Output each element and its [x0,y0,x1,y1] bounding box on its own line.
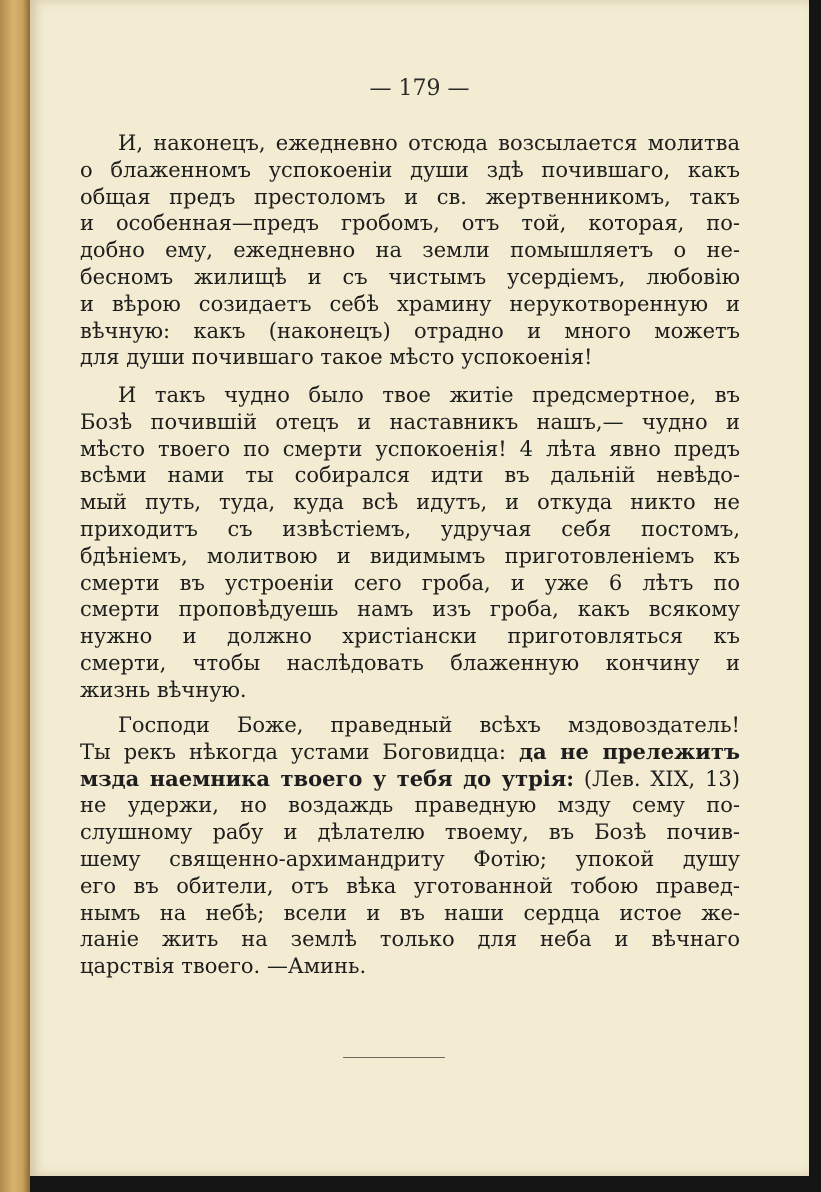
text-line: И, наконецъ, ежедневно отсюда возсылается молитва [118,131,740,155]
text-line: о блаженномъ успокоенiи души здѣ почившаго, какъ [80,157,740,182]
text-line: жизнь вѣчную. [80,677,247,702]
text-line: и вѣрою созидаетъ себѣ храмину нерукотворенную и [80,291,740,316]
paragraph-2 [80,382,740,704]
text-line: Бозѣ почившiй отецъ и наставникъ нашъ,— чудно и [80,409,740,434]
text-line: мѣсто твоего по смерти успокоенiя! 4 лѣта явно предъ [80,436,740,461]
text-line: шему священно-архимандриту Фотiю; упокой душу [80,846,740,871]
scripture-quote: да не прележитъ [518,738,740,764]
scripture-quote: мзда наемника твоего у тебя до утрiя: [80,765,575,791]
page-number: — 179 — [369,76,470,101]
end-rule [343,1057,445,1058]
text-line: И такъ чудно было твое житiе предсмертное, въ [118,383,740,407]
text-line: мый путь, туда, куда всѣ идутъ, и откуда никто не [80,490,740,515]
paragraph-3 [80,712,740,980]
scripture-reference: (Лев. XIX, 13) [574,766,740,791]
text-line: вѣчную: какъ (наконецъ) отрадно и много можетъ [80,318,740,343]
text-line: нужно и должно христiански приготовляться къ [80,624,740,649]
text-line: для души почившаго такое мѣсто успокоенiя! [80,345,593,370]
text-line: нымъ на небѣ; всели и въ наши сердца истое же- [80,900,740,925]
text-line: Господи Боже, праведный всѣхъ мздовоздатель! [118,713,740,737]
text-line: его въ обители, отъ вѣка уготованной тобою правед- [80,873,740,898]
text-line: не удержи, но воздаждь праведную мзду сему по- [80,793,740,818]
text-line: приходитъ съ извѣстiемъ, удручая себя постомъ, [80,516,740,541]
text-line: всѣми нами ты собирался идти въ дальнiй невѣдо- [80,463,740,488]
text-line: смерти, чтобы наслѣдовать блаженную кончину и [80,650,740,675]
text-line: ланiе жить на землѣ только для неба и вѣчнаго [80,927,740,952]
text-line: царствiя твоего. —Аминь. [80,954,367,979]
book-page [30,0,809,1176]
text-run: Ты рекъ нѣкогда устами Боговидца: [80,739,519,764]
text-line: добно ему, ежедневно на земли помышляетъ о не- [80,238,740,263]
text-line: слушному рабу и дѣлателю твоему, въ Бозѣ почив- [80,820,740,845]
paragraph-1 [80,130,740,371]
page-left-edge [0,0,30,1192]
text-line: смерти въ устроенiи сего гроба, и уже 6 лѣтъ по [80,570,740,595]
text-line: бесномъ жилищѣ и съ чистымъ усердiемъ, любовiю [80,264,740,289]
text-line: смерти проповѣдуешь намъ изъ гроба, какъ всякому [80,597,740,622]
text-line: бдѣнiемъ, молитвою и видимымъ приготовленiемъ къ [80,543,740,568]
text-line: и особенная—предъ гробомъ, отъ той, которая, по- [80,211,740,236]
text-line [80,739,740,766]
text-line: общая предъ престоломъ и св. жертвенникомъ, такъ [80,184,740,209]
text-line [80,766,740,793]
